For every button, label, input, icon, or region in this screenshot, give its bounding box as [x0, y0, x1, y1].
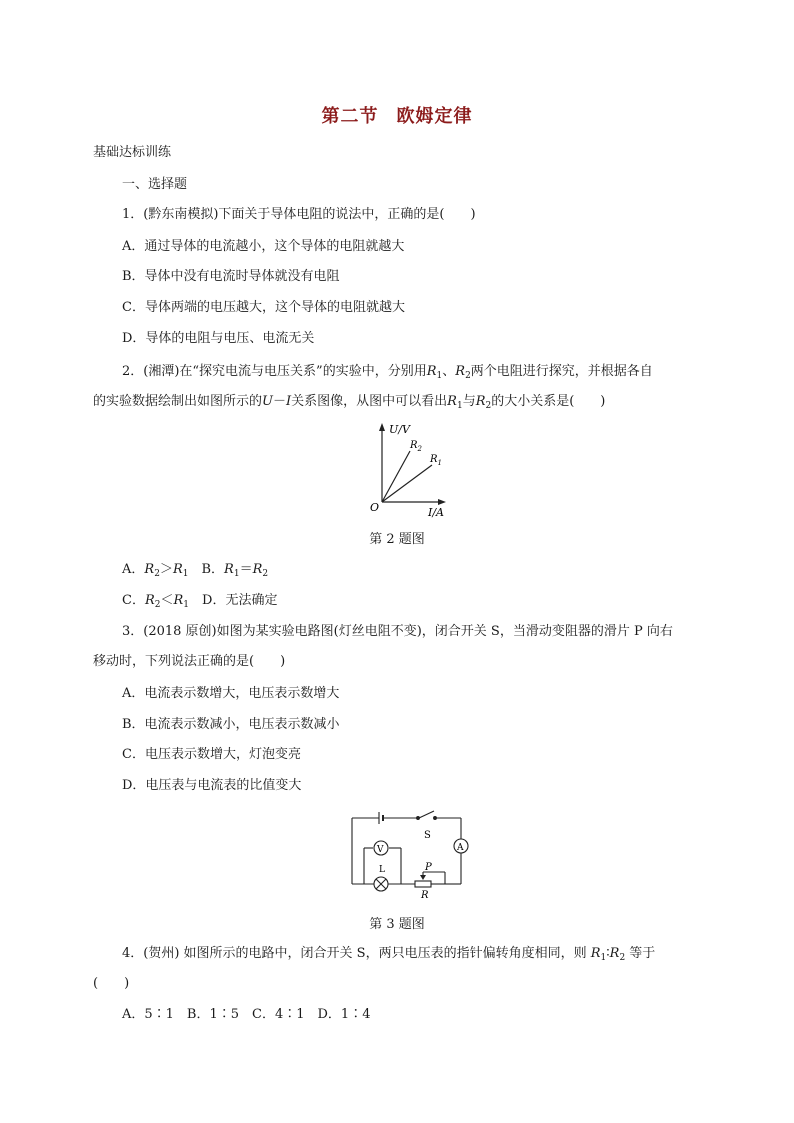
r2-line: [382, 451, 410, 502]
q2-line2-c: 与: [462, 394, 476, 409]
voltmeter-label: V: [377, 845, 384, 855]
y-axis-arrow: [379, 423, 385, 431]
title-part2: 欧姆定律: [396, 106, 473, 127]
q2-line2-a: 的实验数据绘制出如图所示的: [93, 394, 263, 409]
title-part1: 第二节: [321, 106, 379, 127]
r1-label: $R_1$: [430, 454, 442, 467]
x-axis-arrow: [438, 499, 446, 505]
r2-label: $R_2$: [410, 440, 422, 453]
q1-option-a: A．通过导体的电流越小，这个导体的电阻就越大: [122, 239, 405, 254]
origin-label: O: [370, 501, 380, 514]
q1-option-b: B．导体中没有电流时导体就没有电阻: [122, 269, 340, 284]
q4-line1: 4．(贺州) 如图所示的电路中，闭合开关 S，两只电压表的指针偏转角度相同，则 $R_1∶R_2$ 等于: [122, 946, 656, 963]
q3-option-a: A．电流表示数增大，电压表示数增大: [122, 686, 340, 701]
q1-option-c: C．导体两端的电压越大，这个导体的电阻就越大: [122, 300, 405, 315]
section-heading: 基础达标训练: [93, 145, 172, 160]
q3-circuit-diagram: [345, 806, 475, 902]
q2-line2-d: 的大小关系是( ): [491, 394, 606, 409]
x-axis-label: I/A: [428, 506, 444, 519]
q3-line2: 移动时，下列说法正确的是( ): [93, 654, 286, 669]
slider-arrow-icon: [420, 875, 426, 880]
y-axis-label: U/V: [389, 423, 410, 436]
q3-caption: 第 3 题图: [369, 917, 425, 932]
q1-option-d: D．导体的电阻与电压、电流无关: [122, 331, 315, 346]
q2-options-row2: C．$R_2<R_1$ D．无法确定: [122, 593, 278, 610]
q2-options-row1: A．$R_2>R_1$ B．$R_1=R_2$: [122, 562, 269, 579]
rheostat-label: R: [421, 890, 429, 901]
ammeter-label: A: [457, 843, 464, 853]
switch-label: S: [424, 830, 431, 841]
page-title: [0, 102, 794, 128]
q2-ui-graph: [360, 420, 460, 520]
category-heading: 一、选择题: [122, 177, 188, 192]
slider-label: P: [425, 862, 432, 873]
r1-line: [382, 465, 432, 502]
q2-line2-b: 关系图像，从图中可以看出: [291, 394, 448, 409]
q2-line2: 的实验数据绘制出如图所示的U－I关系图像，从图中可以看出$R_1$与$R_2$的大小关系是( ): [93, 394, 606, 411]
q2-option-d: D．无法确定: [202, 593, 278, 608]
q2-caption: 第 2 题图: [369, 532, 425, 547]
q3-option-b: B．电流表示数减小，电压表示数减小: [122, 717, 340, 732]
q4-options: A．5∶1 B．1∶5 C．4∶1 D．1∶4: [122, 1007, 371, 1022]
q2-line1: 2．(湘潭)在“探究电流与电压关系”的实验中，分别用$R_1$、$R_2$两个电阻进行探究，并根据各自: [122, 364, 653, 381]
lamp-label: L: [379, 865, 385, 875]
q4-line2: ( ): [93, 976, 130, 991]
q2-line1-a: 2．(湘潭)在“探究电流与电压关系”的实验中，分别用: [122, 364, 427, 379]
q2-line1-b: 两个电阻进行探究，并根据各自: [470, 364, 653, 379]
q3-option-d: D．电压表与电流表的比值变大: [122, 778, 302, 793]
q1-stem: 1．(黔东南模拟)下面关于导体电阻的说法中，正确的是( ): [122, 207, 476, 222]
q3-line1: 3．(2018 原创)如图为某实验电路图(灯丝电阻不变)，闭合开关 S，当滑动变阻器的滑片 P 向右: [122, 624, 673, 639]
q3-option-c: C．电压表示数增大，灯泡变亮: [122, 747, 301, 762]
